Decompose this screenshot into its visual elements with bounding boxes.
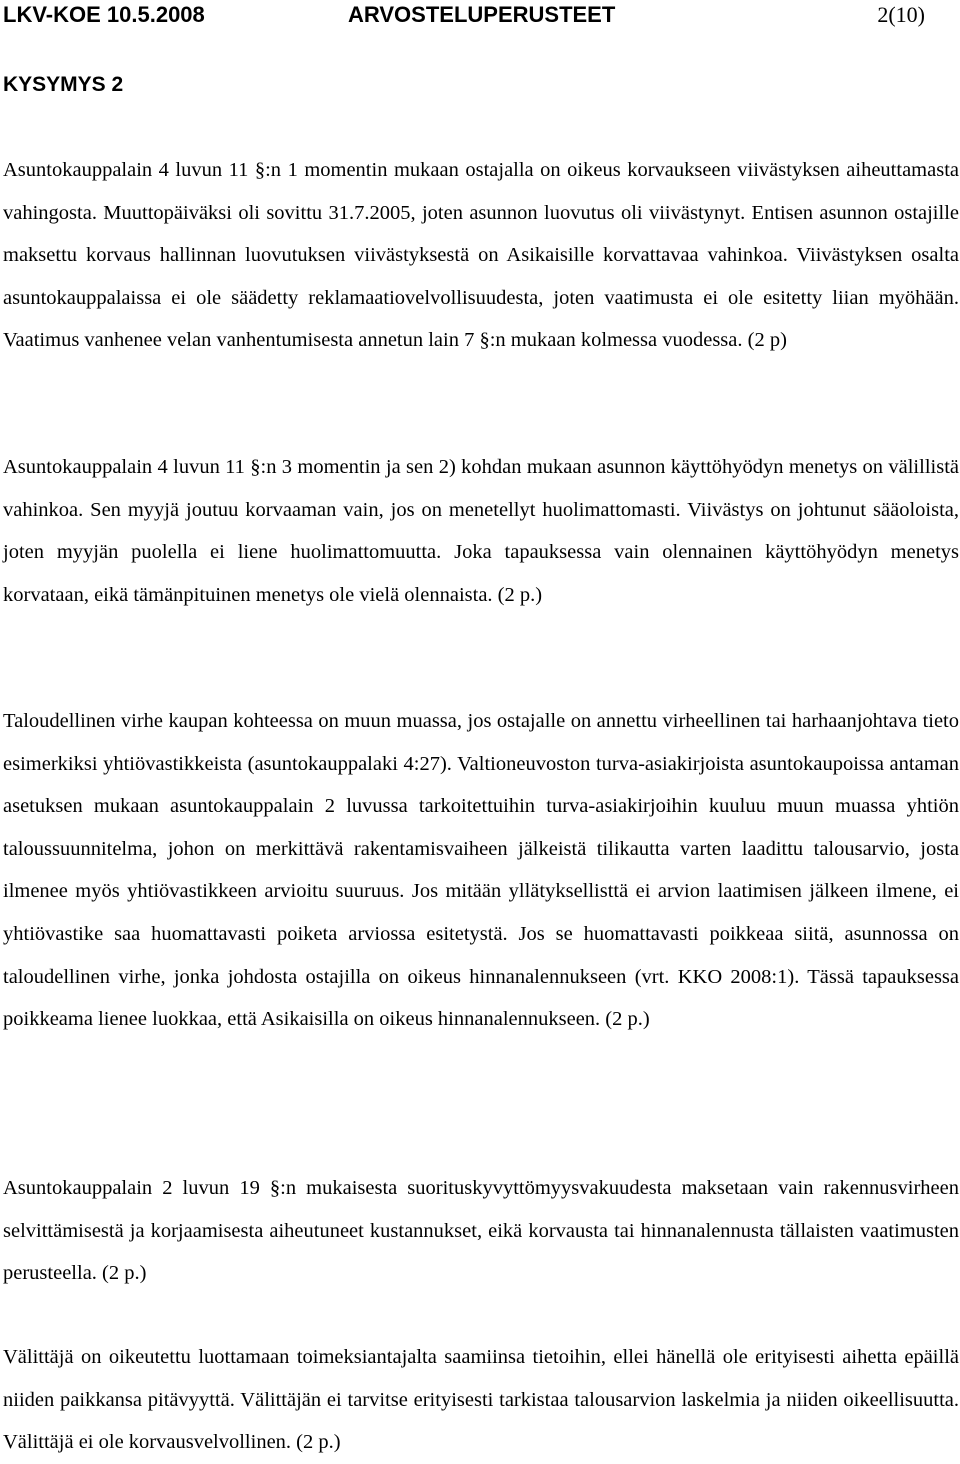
answer-paragraph-5: Välittäjä on oikeutettu luottamaan toimeksiantajalta saamiinsa tietoihin, ellei hänellä ole erityisesti aihetta epäillä niiden paikkansa pitävyyttä. Välittäjän ei tarvitse erityisesti tarkistaa talousarvion laskelmia ja niiden oikeellisuutta. Välittäjä ei ole korvausvelvollinen. (2 p.) xyxy=(3,1346,959,1454)
answer-paragraph-1: Asuntokauppalain 4 luvun 11 §:n 1 momentin mukaan ostajalla on oikeus korvaukseen viivästyksen aiheuttamasta vahingosta. Muuttopäiväksi oli sovittu 31.7.2005, joten asunnon luovutus oli viivästynyt. Entisen asunnon ostajille maksettu korvaus hallinnan luovutuksen viivästyksestä on Asikaisille korvattavaa vahinkoa. Viivästyksen osalta asuntokauppalaissa ei ole säädetty reklamaatiovelvollisuudesta, joten vaatimusta ei ole esitetty liian myöhään. Vaatimus vanhenee velan vanhentumisesta annetun lain 7 §:n mukaan kolmessa vuodessa. (2 p) xyxy=(3,159,959,352)
answer-paragraph-4: Asuntokauppalain 2 luvun 19 §:n mukaisesta suorituskyvyttömyysvakuudesta maksetaan vain rakennusvirheen selvittämisestä ja korjaamisesta aiheutuneet kustannukset, eikä korvausta tai hinnanalennusta tällaisten vaatimusten perusteella. (2 p.) xyxy=(3,1177,959,1285)
question-heading: KYSYMYS 2 xyxy=(3,73,124,96)
answer-paragraph-2: Asuntokauppalain 4 luvun 11 §:n 3 momentin ja sen 2) kohdan mukaan asunnon käyttöhyödyn menetys on välillistä vahinkoa. Sen myyjä joutuu korvaaman vain, jos on menetellyt huolimattomasti. Viivästys on johtunut sääoloista, joten myyjän puolella ei liene huolimattomuutta. Joka tapauksessa vain olennainen käyttöhyödyn menetys korvataan, eikä tämänpituinen menetys ole vielä olennaista. (2 p.) xyxy=(3,456,959,606)
document-title: ARVOSTELUPERUSTEET xyxy=(348,2,616,27)
answer-paragraph-3: Taloudellinen virhe kaupan kohteessa on muun muassa, jos ostajalle on annettu virheellinen tai harhaanjohtava tieto esimerkiksi yhtiövastikkeista (asuntokauppalaki 4:27). Valtioneuvoston turva-asiakirjoista asuntokaupoissa antaman asetuksen mukaan asuntokauppalain 2 luvussa tarkoitettuihin turva-asiakirjoihin kuuluu muun muassa yhtiön taloussuunnitelma, johon on merkittävä rakentamisvaiheen jälkeistä tilikautta varten laadittu talousarvio, josta ilmenee myös yhtiövastikkeen arvioitu suuruus. Jos mitään yllätyksellisttä ei arvion laatimisen jälkeen ilmene, ei yhtiövastike saa huomattavasti poiketa arviossa esitetystä. Jos se huomattavasti poikkeaa siitä, asunnossa on taloudellinen virhe, jonka johdosta ostajilla on oikeus hinnanalennukseen (vrt. KKO 2008:1). Tässä tapauksessa poikkeama lienee luokkaa, että Asikaisilla on oikeus hinnanalennukseen. (2 p.) xyxy=(3,710,959,1031)
page-number: 2(10) xyxy=(877,2,925,27)
exam-name: LKV-KOE 10.5.2008 xyxy=(3,2,205,27)
page-header xyxy=(3,0,925,30)
